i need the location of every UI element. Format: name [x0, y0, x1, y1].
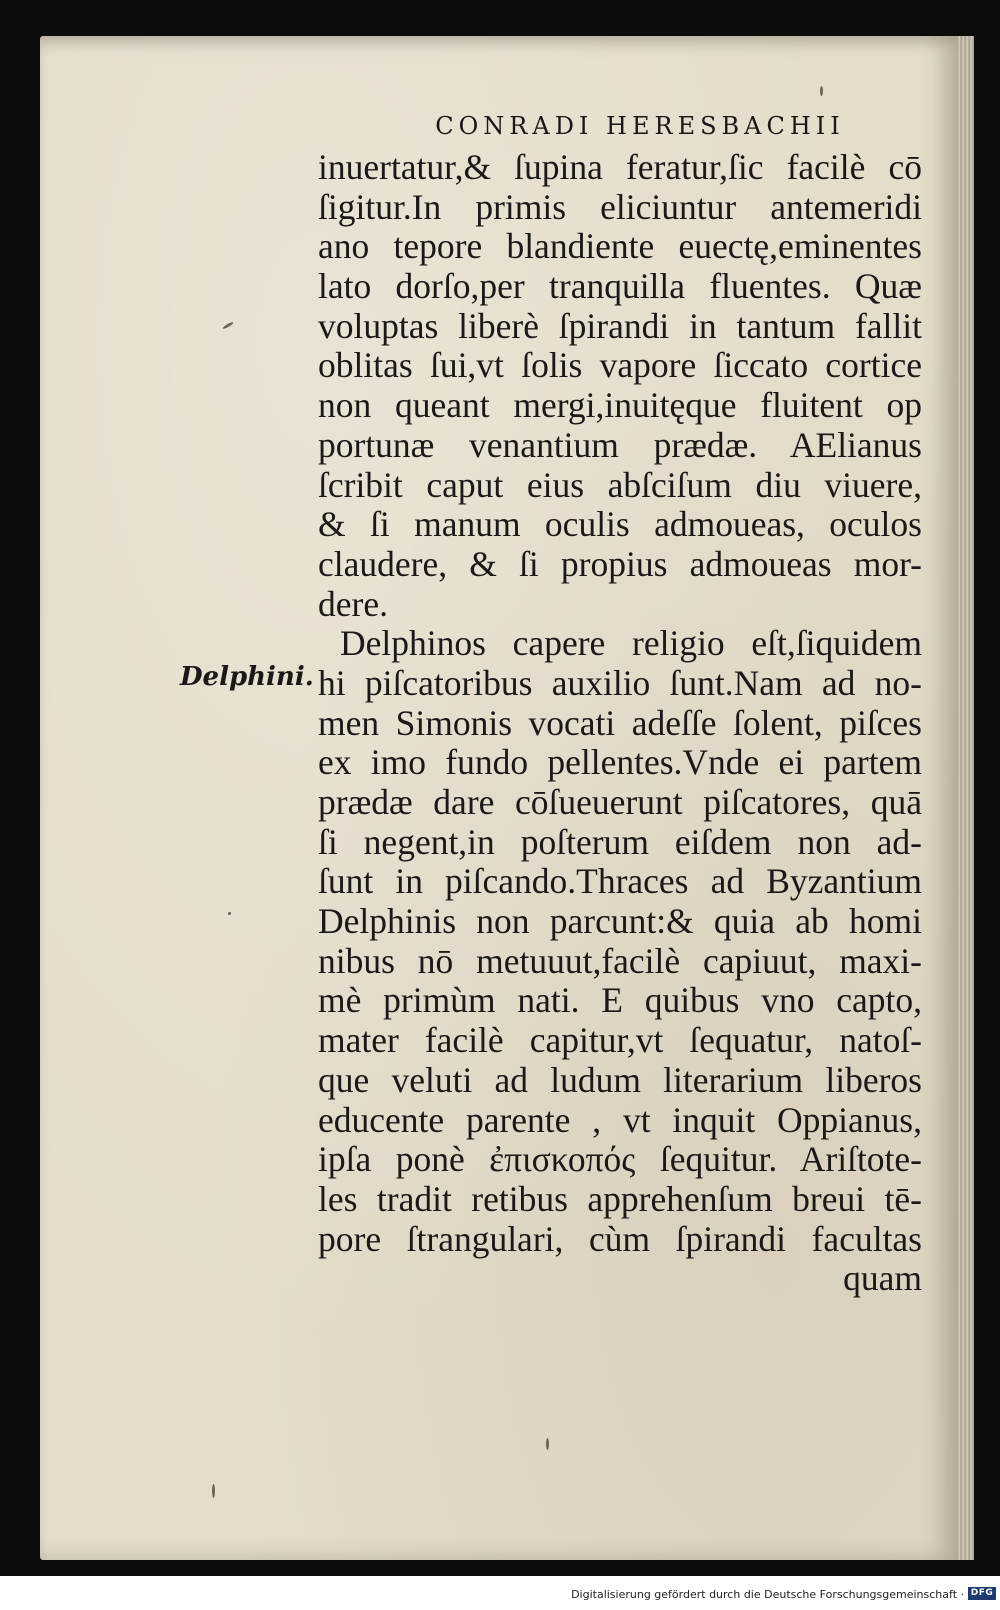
text-line: educente parente , vt inquit Oppianus,	[318, 1099, 922, 1140]
text-line: ſunt in piſcando.Thraces ad Byzantium	[318, 861, 922, 902]
text-line: mè primùm nati. E quibus vno capto,	[318, 980, 922, 1021]
marginal-note: Delphini.	[180, 662, 314, 692]
text-line: non queant mergi,inuitęque fluitent op	[318, 385, 922, 426]
text-line: ſigitur.In primis eliciuntur antemeridi	[318, 186, 922, 227]
text-line: ipſa ponè ἐπισκοπός ſequitur. Ariſtote-	[318, 1139, 922, 1180]
text-line: hi piſcatoribus auxilio ſunt.Nam ad no-	[318, 662, 922, 703]
running-header: CONRADI HERESBACHII	[435, 112, 845, 140]
paper-speck	[228, 912, 231, 915]
text-line: ſi negent,in poſterum eiſdem non ad-	[318, 821, 922, 862]
text-line: les tradit retibus apprehenſum breui tē-	[318, 1178, 922, 1219]
text-line: ſcribit caput eius abſciſum diu viuere,	[318, 464, 922, 505]
text-line: nibus nō metuuut,facilè capiuut, maxi-	[318, 940, 922, 981]
text-line: claudere, & ſi propius admoueas mor-	[318, 543, 922, 584]
text-line: & ſi manum oculis admoueas, oculos	[318, 504, 922, 545]
page-edges	[958, 36, 974, 1560]
text-line: oblitas ſui,vt ſolis vapore ſiccato cortice	[318, 345, 922, 386]
text-line: portunæ venantium prædæ. AElianus	[318, 424, 922, 465]
text-line: pore ſtrangulari, cùm ſpirandi facultas	[318, 1218, 922, 1259]
text-line: que veluti ad ludum literarium liberos	[318, 1059, 922, 1100]
text-line: lato dorſo,per tranquilla fluentes. Quæ	[318, 266, 922, 307]
paper-speck	[820, 86, 823, 96]
text-line: dere.	[318, 583, 388, 624]
body-text	[318, 148, 922, 1299]
catchword: quam	[843, 1258, 922, 1299]
paper-speck	[212, 1484, 215, 1498]
dfg-logo: DFG	[968, 1587, 996, 1600]
paper-speck	[546, 1438, 549, 1450]
text-line: Delphinos capere religio eſt,ſiquidem	[340, 623, 922, 664]
text-line: voluptas liberè ſpirandi in tantum fallit	[318, 305, 922, 346]
text-line: inuertatur,& ſupina feratur,ſic facilè cō	[318, 147, 922, 187]
text-line: ano tepore blandiente euectę,eminentes	[318, 226, 922, 267]
text-line: ex imo fundo pellentes.Vnde ei partem	[318, 742, 922, 783]
text-line: Delphinis non parcunt:& quia ab homi	[318, 901, 922, 942]
text-line: mater facilè capitur,vt ſequatur, natoſ-	[318, 1020, 922, 1061]
funding-credit: Digitalisierung gefördert durch die Deutsche Forschungsgemeinschaft ·	[571, 1588, 964, 1601]
text-line: men Simonis vocati adeſſe ſolent, piſces	[318, 702, 922, 743]
text-line: prædæ dare cōſueuerunt piſcatores, quā	[318, 782, 922, 822]
